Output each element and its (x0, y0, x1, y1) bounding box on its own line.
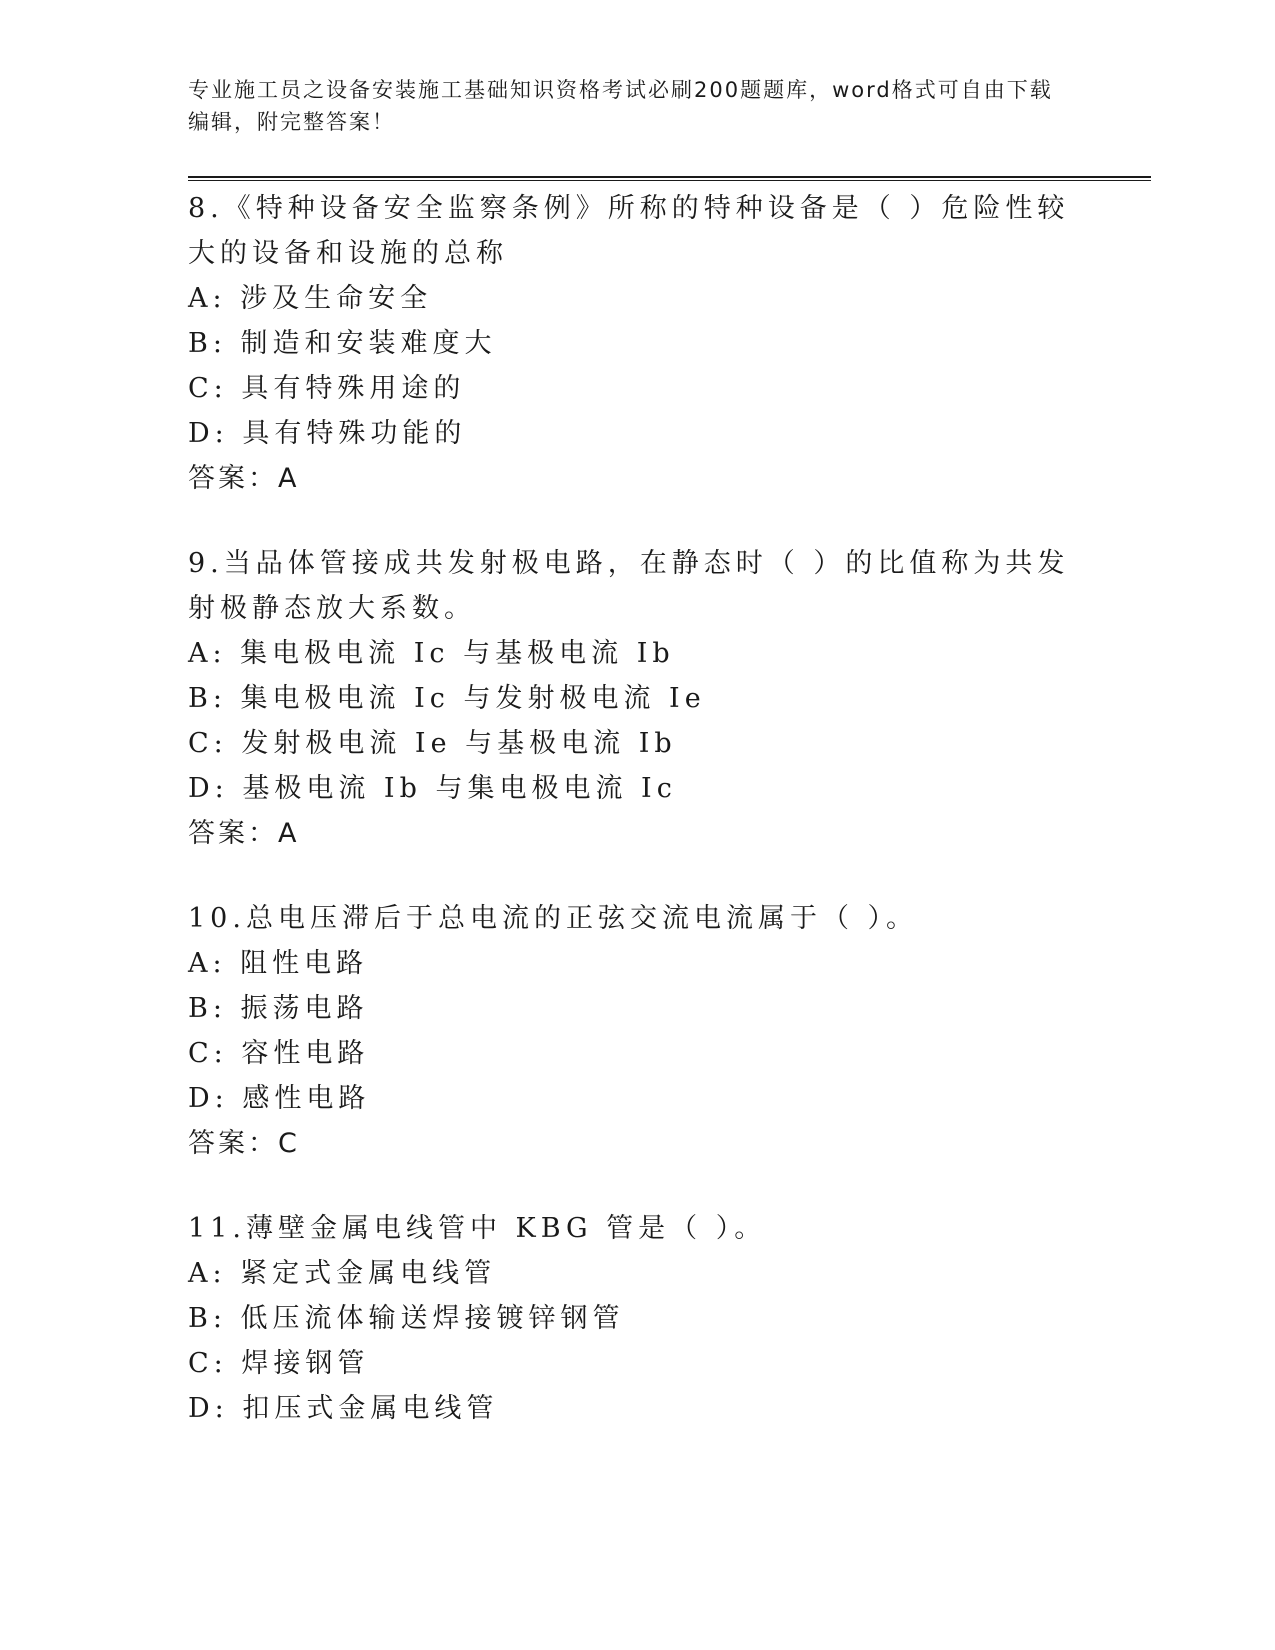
option-d: D: 扣压式金属电线管 (188, 1393, 499, 1424)
header-rule-thin (188, 180, 1151, 181)
question-11 (188, 1206, 1088, 1431)
option-d: D: 基极电流 Ib 与集电极电流 Ic (188, 773, 677, 804)
question-8 (188, 186, 1088, 501)
option-a: A: 紧定式金属电线管 (188, 1258, 497, 1289)
question-text: 10.总电压滞后于总电流的正弦交流电流属于（ ）。 (188, 903, 919, 934)
option-b: B: 制造和安装难度大 (188, 328, 497, 359)
option-a: A: 涉及生命安全 (188, 283, 433, 314)
option-c: C: 容性电路 (188, 1038, 370, 1069)
option-b: B: 低压流体输送焊接镀锌钢管 (188, 1303, 625, 1334)
question-10 (188, 896, 1088, 1166)
option-a: A: 阻性电路 (188, 948, 369, 979)
header-rule-thick (188, 176, 1151, 178)
option-d: D: 具有特殊功能的 (188, 418, 467, 449)
option-d: D: 感性电路 (188, 1083, 371, 1114)
answer: 答案：A (188, 818, 300, 849)
document-header: 专业施工员之设备安装施工基础知识资格考试必刷200题题库，word格式可自由下载编辑，附完整答案！ (188, 78, 1053, 134)
question-text: 11.薄壁金属电线管中 KBG 管是（ ）。 (188, 1213, 767, 1244)
question-text: 9.当品体管接成共发射极电路，在静态时（ ）的比值称为共发射极静态放大系数。 (188, 548, 1070, 624)
option-c: C: 具有特殊用途的 (188, 373, 466, 404)
question-text: 8.《特种设备安全监察条例》所称的特种设备是（ ）危险性较大的设备和设施的总称 (188, 193, 1070, 269)
option-b: B: 集电极电流 Ic 与发射极电流 Ie (188, 683, 706, 714)
answer: 答案：A (188, 463, 300, 494)
question-9 (188, 541, 1088, 856)
answer: 答案：C (188, 1128, 300, 1159)
question-list (188, 186, 1088, 1471)
option-c: C: 焊接钢管 (188, 1348, 370, 1379)
option-a: A: 集电极电流 Ic 与基极电流 Ib (188, 638, 675, 669)
option-b: B: 振荡电路 (188, 993, 369, 1024)
option-c: C: 发射极电流 Ie 与基极电流 Ib (188, 728, 677, 759)
